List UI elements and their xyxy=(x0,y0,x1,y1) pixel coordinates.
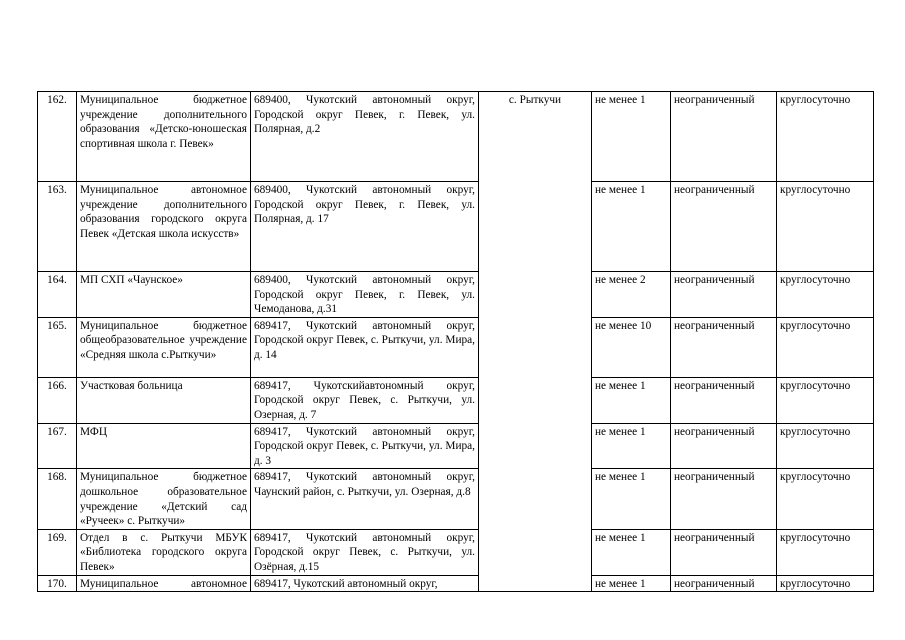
capacity: не менее 1 xyxy=(592,182,671,272)
row-number: 166. xyxy=(38,377,77,423)
table-row xyxy=(38,423,874,469)
address: 689417, Чукотский автономный округ, Чаунский район, с. Рыткучи, ул. Озерная, д.8 xyxy=(251,469,479,529)
organization-name: Участковая больница xyxy=(77,377,251,423)
organization-name: Муниципальное бюджетное общеобразовательное учреждение «Средняя школа с.Рыткучи» xyxy=(77,317,251,377)
address: 689417, Чукотский автономный округ, Городской округ Певек, с. Рыткучи, ул. Мира, д. 14 xyxy=(251,317,479,377)
term: неограниченный xyxy=(671,92,777,182)
settlement-cell: с. Рыткучи xyxy=(479,92,592,592)
table-row xyxy=(38,272,874,318)
table-row xyxy=(38,575,874,592)
organization-name: Отдел в с. Рыткучи МБУК «Библиотека городского округа Певек» xyxy=(77,529,251,575)
schedule: круглосуточно xyxy=(777,469,874,529)
address: 689400, Чукотский автономный округ, Городской округ Певек, г. Певек, ул. Чемоданова, д.31 xyxy=(251,272,479,318)
row-number: 162. xyxy=(38,92,77,182)
facilities-table xyxy=(37,91,874,592)
row-number: 167. xyxy=(38,423,77,469)
organization-name: Муниципальное автономное xyxy=(77,575,251,592)
table-row xyxy=(38,317,874,377)
term: неограниченный xyxy=(671,469,777,529)
capacity: не менее 1 xyxy=(592,575,671,592)
address: 689417, Чукотский автономный округ, Городской округ Певек, с. Рыткучи, ул. Мира, д. 3 xyxy=(251,423,479,469)
schedule: круглосуточно xyxy=(777,182,874,272)
address: 689417, Чукотскийавтономный округ, Городской округ Певек, с. Рыткучи, ул. Озерная, д. 7 xyxy=(251,377,479,423)
term: неограниченный xyxy=(671,272,777,318)
capacity: не менее 10 xyxy=(592,317,671,377)
table-row xyxy=(38,182,874,272)
schedule: круглосуточно xyxy=(777,377,874,423)
row-number: 163. xyxy=(38,182,77,272)
organization-name: Муниципальное бюджетное дошкольное образовательное учреждение «Детский сад «Ручеек» с. Рыткучи» xyxy=(77,469,251,529)
term: неограниченный xyxy=(671,423,777,469)
table-row xyxy=(38,529,874,575)
capacity: не менее 2 xyxy=(592,272,671,318)
table-row xyxy=(38,377,874,423)
capacity: не менее 1 xyxy=(592,469,671,529)
address: 689417, Чукотский автономный округ, xyxy=(251,575,479,592)
row-number: 170. xyxy=(38,575,77,592)
row-number: 169. xyxy=(38,529,77,575)
row-number: 168. xyxy=(38,469,77,529)
organization-name: МФЦ xyxy=(77,423,251,469)
schedule: круглосуточно xyxy=(777,272,874,318)
schedule: круглосуточно xyxy=(777,317,874,377)
schedule: круглосуточно xyxy=(777,575,874,592)
address: 689417, Чукотский автономный округ, Городской округ Певек, с. Рыткучи, ул. Озёрная, д.15 xyxy=(251,529,479,575)
term: неограниченный xyxy=(671,182,777,272)
address: 689400, Чукотский автономный округ, Городской округ Певек, г. Певек, ул. Полярная, д. 17 xyxy=(251,182,479,272)
schedule: круглосуточно xyxy=(777,92,874,182)
organization-name: Муниципальное бюджетное учреждение дополнительного образования «Детско-юношеская спортивная школа г. Певек» xyxy=(77,92,251,182)
capacity: не менее 1 xyxy=(592,92,671,182)
term: неограниченный xyxy=(671,377,777,423)
address: 689400, Чукотский автономный округ, Городской округ Певек, г. Певек, ул. Полярная, д.2 xyxy=(251,92,479,182)
organization-name: МП СХП «Чаунское» xyxy=(77,272,251,318)
capacity: не менее 1 xyxy=(592,529,671,575)
capacity: не менее 1 xyxy=(592,377,671,423)
term: неограниченный xyxy=(671,317,777,377)
schedule: круглосуточно xyxy=(777,529,874,575)
schedule: круглосуточно xyxy=(777,423,874,469)
organization-name: Муниципальное автономное учреждение дополнительного образования городского округа Певек «Детская школа искусств» xyxy=(77,182,251,272)
term: неограниченный xyxy=(671,575,777,592)
row-number: 165. xyxy=(38,317,77,377)
table-row xyxy=(38,92,874,182)
term: неограниченный xyxy=(671,529,777,575)
table-row xyxy=(38,469,874,529)
row-number: 164. xyxy=(38,272,77,318)
capacity: не менее 1 xyxy=(592,423,671,469)
